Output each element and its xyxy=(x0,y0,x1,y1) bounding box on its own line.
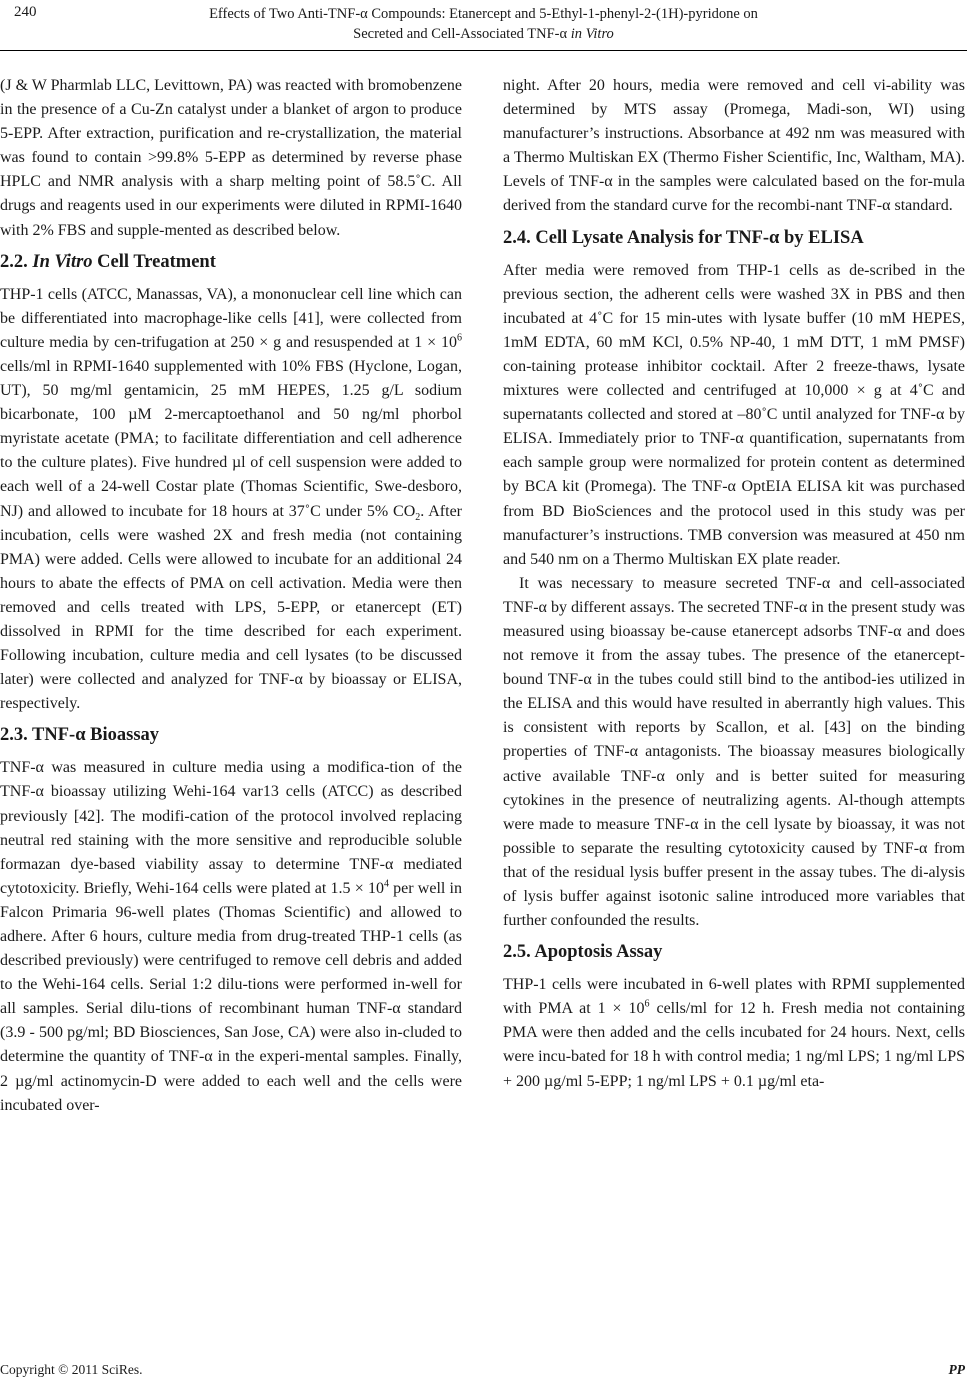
section-heading-2-3: 2.3. TNF-α Bioassay xyxy=(0,725,160,746)
section-heading-2-2 xyxy=(0,250,462,274)
header-rule xyxy=(0,50,967,51)
running-head-line1: Effects of Two Anti-TNF-α Compounds: Etanercept and 5-Ethyl-1-phenyl-2-(1H)-pyridone on xyxy=(209,6,758,22)
superscript: 6 xyxy=(457,332,462,344)
text-run: THP-1 cells were incubated in 6-well plates with RPMI supplemented with PMA at 1 × 10 xyxy=(503,976,965,1018)
right-column xyxy=(503,74,965,1094)
section-heading-2-2-number: 2.2. xyxy=(0,251,28,272)
text-run: THP-1 cells (ATCC, Manassas, VA), a mononuclear cell line which can be differentiated into macrophage-like cells [41], were collected from culture media by cen-trifugation at 250 × g and resuspended at 1 × 10 xyxy=(0,285,462,351)
running-head-line2-text: Secreted and Cell-Associated TNF-α xyxy=(353,26,568,42)
section-heading-2-4: 2.4. Cell Lysate Analysis for TNF-α by ELISA xyxy=(503,227,864,248)
left-column xyxy=(0,74,462,1118)
subscript: 2 xyxy=(415,511,421,523)
running-head-line2-italic: in Vitro xyxy=(567,26,614,42)
text-run: cells/ml in RPMI-1640 supplemented with 10% FBS (Hyclone, Logan, UT), 50 mg/ml gentamicin, 25 mM HEPES, 1.25 g/L sodium bicarbonate, 100 µM 2-mercaptoethanol and 50 ng/ml phorbol myristate acetate (PMA; to facilitate differentiation and cell adherence to the culture plates). Five hundred µl of cell suspension were added to each well of a 24-well Costar plate (Thomas Scientific, Swe-desboro, NJ) and allowed to incubate for 18 hours at 37˚C under 5% CO xyxy=(0,357,462,520)
copyright-text: Copyright © 2011 SciRes. xyxy=(0,1362,143,1377)
text-run: cells/ml for 12 h. Fresh media not containing PMA were then added and the cells incubated for 24 hours. Next, cells were incu-bated for 18 h with control media; 1 ng/ml LPS; 1 ng/ml LPS + 200 µg/ml 5-EPP; 1 ng/ml LPS + 0.1 µg/ml eta- xyxy=(503,1000,966,1090)
paragraph-bioassay xyxy=(0,756,462,1117)
paragraph-continued: night. After 20 hours, media were removed and cell vi-ability was determined by MTS assay (Promega, Madi-son, WI) using manufacturer’s instructions. Absorbance at 492 nm was measured with a Thermo Multiskan EX (Thermo Fisher Scientific, Inc, Waltham, MA). Levels of TNF-α in the samples were calculated based on the for-mula derived from the standard curve for the recombi-nant TNF-α standard. xyxy=(503,77,965,215)
superscript: 4 xyxy=(383,878,389,890)
paragraph-lysate-analysis: After media were removed from THP-1 cells as de-scribed in the previous section, the adherent cells were washed 3X in PBS and then incubated at 4˚C for 15 min-utes with lysate buffer (10 mM HEPES, 1mM EDTA, 60 mM KCl, 0.5% NP-40, 1 mM DTT, 1 mM PMSF) con-taining protease inhibitor cocktail. After 2 freeze-thaws, lysate mixtures were collected and centrifuged at 10,000 × g at 4˚C and supernatants collected and stored at –80˚C until analyzed for TNF-α by ELISA. Immediately prior to TNF-α quantification, supernatants from each sample group were normalized for protein content as determined by BCA kit (Promega). The TNF-α OptEIA ELISA kit was purchased from BD BioSciences and the protocol used in this study was per manufacturer’s instructions. TMB conversion was measured at 450 nm and 540 nm on a Thermo Multiskan EX plate reader. xyxy=(503,261,965,568)
section-heading-2-2-rest: Cell Treatment xyxy=(97,251,216,272)
page-number: 240 xyxy=(14,4,37,20)
paragraph-intro: (J & W Pharmlab LLC, Levittown, PA) was reacted with bromobenzene in the presence of a Cu-Zn catalyst under a blanket of argon to produce 5-EPP. After extraction, purification and re-crystallization, the material was found to contain >99.8% 5-EPP as determined by reverse phase HPLC and NMR analysis with a sharp melting point of 58.5˚C. All drugs and reagents used in our experiments were diluted in RPMI-1640 with 2% FBS and supple-mented as described below. xyxy=(0,77,462,239)
superscript: 6 xyxy=(644,998,650,1010)
text-run: TNF-α was measured in culture media using a modifica-tion of the TNF-α bioassay utilizing Wehi-164 var13 cells (ATCC) as described previously [42]. The modifi-cation of the protocol involved replacing neutral red staining with the more sensitive and reproducible soluble formazan dye-based viability assay to determine TNF-α mediated cytotoxicity. Briefly, Wehi-164 cells were plated at 1.5 × 10 xyxy=(0,759,462,897)
paragraph-cell-treatment xyxy=(0,283,462,717)
section-heading-2-5: 2.5. Apoptosis Assay xyxy=(503,942,663,963)
paragraph-apoptosis xyxy=(503,973,965,1093)
paragraph-assay-rationale: It was necessary to measure secreted TNF-α and cell-associated TNF-α by different assays. The secreted TNF-α in the present study was measured using bioassay be-cause etanercept adsorbs TNF-α and does not remove it from the assay tubes. The presence of the etanercept-bound TNF-α in the tubes could still bind to the antibod-ies utilized in the ELISA and this would have resulted in aberrantly high values. This is consistent with reports by Scallon, et al. [43] on the binding properties of TNF-α antagonists. The bioassay measures biologically active available TNF-α only and is better suited for measuring cytokines in the presence of neutralizing agents. Al-though attempts were made to measure TNF-α in the cell lysate by bioassay, it was not possible to separate the resulting cytotoxicity caused by TNF-α from that of the residual lysis buffer present in the assay tubes. The di-alysis of lysis buffer against isotonic saline introduced more variables that further confounded the results. xyxy=(503,574,965,930)
text-run: . After incubation, cells were washed 2X and fresh media (not containing PMA) were added. Cells were allowed to incubate for an additional 24 hours to abate the effects of PMA on cell activation. Media were then removed and cells treated with LPS, 5-EPP, or etanercept (ET) dissolved in RPMI for the time described for each experiment. Following incubation, culture media and cell lysates (to be discussed later) were collected and analyzed for TNF-α by bioassay or ELISA, respectively. xyxy=(0,502,462,713)
journal-abbrev: PP xyxy=(948,1362,965,1377)
running-head-line2 xyxy=(80,24,887,44)
text-run: per well in Falcon Primaria 96-well plates (Thomas Scientific) and allowed to adhere. After 6 hours, culture media from drug-treated THP-1 cells (as described previously) were centrifuged to remove cell debris and added to the Wehi-164 cells. Serial 1:2 dilu-tions were performed in-well for all samples. Serial dilu-tions of recombinant human TNF-α standard (3.9 - 500 pg/ml; BD Biosciences, San Jose, CA) were also in-cluded to determine the quantity of TNF-α in the experi-mental samples. Finally, 2 µg/ml actinomycin-D were added to each well and the cells were incubated over- xyxy=(0,879,462,1114)
section-heading-2-2-italic: In Vitro xyxy=(32,251,93,272)
running-head xyxy=(80,4,887,44)
